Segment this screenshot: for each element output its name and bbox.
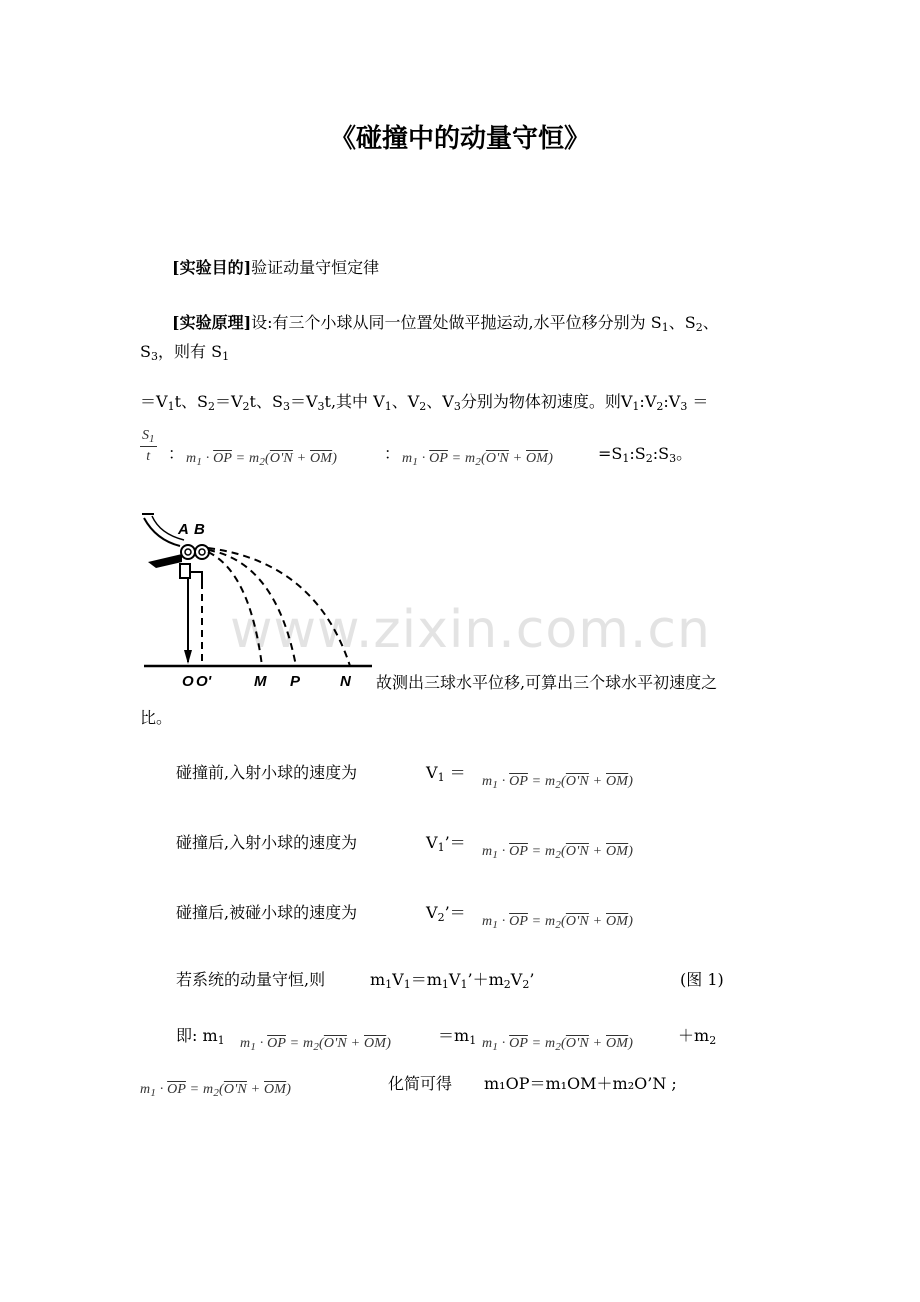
figure-reference: (图 1) <box>680 970 724 989</box>
label-b: B <box>194 521 205 538</box>
principle-line-3: $=V_1t$、$S_2=V_2t$、$S_3=V_3t$,其中 $V_1$、$V_2$、$V_3$分别为物体初速度。则$V_1:V_2:V_3$ ＝ <box>140 392 709 413</box>
namely-eq: $=m_1$ <box>438 1026 477 1047</box>
label-m: M <box>254 673 267 690</box>
namely-plus: $+m_2$ <box>678 1026 717 1047</box>
after-figure-line-2: 比。 <box>140 708 173 727</box>
momentum-formula: $m_1 \cdot \overline{OP} = m_2(O'N + \overline{OM})$ <box>482 914 634 931</box>
ratio-fraction: $\frac{S_1}{t}$ <box>142 428 155 464</box>
trajectory-p <box>208 550 296 666</box>
after-figure-line-1: 故测出三球水平位移,可算出三个球水平初速度之 <box>376 673 718 692</box>
label-n: N <box>340 673 351 690</box>
chute-bracket <box>148 554 182 568</box>
purpose-label: [实验目的] <box>172 258 252 277</box>
simplify-result: m₁OP＝m₁OM＋m₂O’N ; <box>484 1074 677 1093</box>
momentum-formula: $m_1 \cdot \overline{OP} = m_2(O'N + \overline{OM})$ <box>482 1036 634 1053</box>
collision-apparatus-diagram <box>138 512 374 692</box>
support-clamp <box>180 564 190 578</box>
label-p: P <box>290 673 301 690</box>
ball-a <box>181 545 195 559</box>
velocity-after-target-symbol: $V_2’=$ <box>426 903 466 924</box>
velocity-before-symbol: $V_1$ ＝ <box>426 763 466 784</box>
plumb-arrow <box>184 650 192 664</box>
document-title: 《碰撞中的动量守恒》 <box>329 124 590 154</box>
ball-b <box>195 545 209 559</box>
principle-label: [实验原理] <box>172 313 252 332</box>
velocity-after-target-label: 碰撞后,被碰小球的速度为 <box>176 903 358 922</box>
momentum-formula: $m_1 \cdot \overline{OP} = m_2(O'N + \overline{OM})$ <box>402 451 554 468</box>
label-o-prime: O' <box>196 673 212 690</box>
momentum-formula: $m_1 \cdot \overline{OP} = m_2(O'N + \overline{OM})$ <box>186 451 338 468</box>
simplify-label: 化简可得 <box>388 1074 453 1093</box>
principle-line-2: $S_3$，则有 $S_1$ <box>140 342 230 363</box>
watermark: www.zixin.com.cn <box>230 600 711 660</box>
velocity-after-incident-symbol: $V_1’=$ <box>426 833 466 854</box>
ratio-result: $=S_1:S_2:S_3$。 <box>598 444 693 465</box>
label-a: A <box>178 521 189 538</box>
namely-label: 即: $m_1$ <box>176 1026 225 1047</box>
chute-curve <box>144 518 180 546</box>
momentum-formula: $m_1 \cdot \overline{OP} = m_2(O'N + \overline{OM})$ <box>482 844 634 861</box>
conservation-text: 若系统的动量守恒,则 <box>176 970 326 989</box>
velocity-after-incident-label: 碰撞后,入射小球的速度为 <box>176 833 358 852</box>
trajectory-n <box>208 548 350 666</box>
principle-line-1: [实验原理]设:有三个小球从同一位置处做平抛运动,水平位移分别为 $S_1$、$S_2$、 <box>172 313 719 334</box>
momentum-formula: $m_1 \cdot \overline{OP} = m_2(O'N + \overline{OM})$ <box>240 1036 392 1053</box>
momentum-formula: $m_1 \cdot \overline{OP} = m_2(O'N + \overline{OM})$ <box>140 1082 292 1099</box>
label-o: O <box>182 673 194 690</box>
conservation-equation: $m_1V_1=m_1V_1’+m_2V_2$’ <box>370 970 535 991</box>
velocity-before-label: 碰撞前,入射小球的速度为 <box>176 763 358 782</box>
purpose-paragraph <box>172 258 379 278</box>
support-arm <box>190 572 202 582</box>
purpose-text: 验证动量守恒定律 <box>251 258 380 277</box>
trajectory-m <box>208 552 262 666</box>
momentum-formula: $m_1 \cdot \overline{OP} = m_2(O'N + \overline{OM})$ <box>482 774 634 791</box>
